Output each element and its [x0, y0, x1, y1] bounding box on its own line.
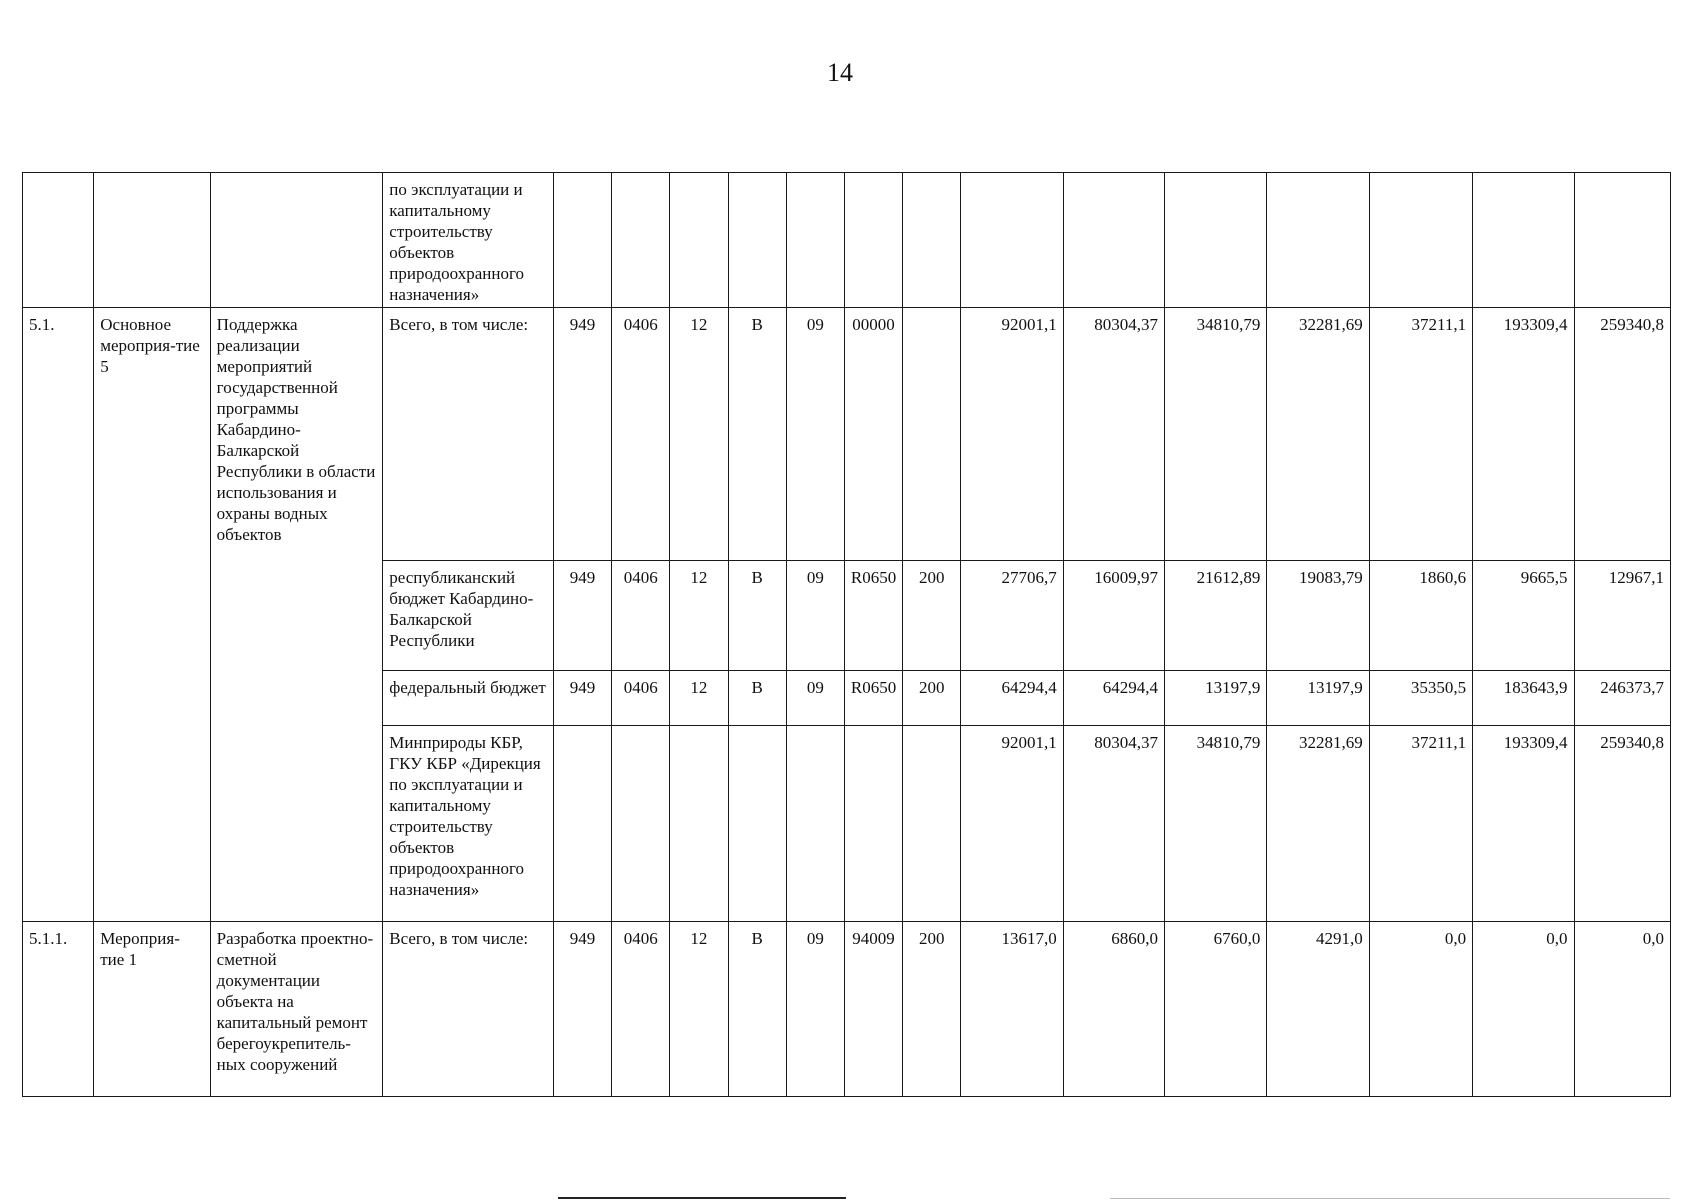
value-cell: 32281,69 — [1267, 308, 1369, 561]
grbs-cell: 949 — [553, 671, 611, 726]
value-cell: 34810,79 — [1165, 726, 1267, 922]
cs-program-cell: 12 — [670, 561, 728, 671]
funding-source-cell: республиканский бюджет Кабардино-Балкарской Республики — [383, 561, 554, 671]
item-type-cell — [94, 173, 210, 308]
cs-subprogram-cell — [728, 726, 786, 922]
footer-rule-faint — [1110, 1198, 1670, 1199]
item-name-cell: Разработка проектно-сметной документации объекта на капитальный ремонт берегоукрепитель-ных сооружений — [210, 922, 383, 1097]
cs-event-cell: 09 — [786, 922, 844, 1097]
cs-program-cell: 12 — [670, 922, 728, 1097]
value-cell: 246373,7 — [1574, 671, 1671, 726]
value-cell — [1574, 173, 1671, 308]
vr-cell: 200 — [903, 922, 961, 1097]
value-cell: 35350,5 — [1369, 671, 1472, 726]
grbs-cell — [553, 173, 611, 308]
value-cell: 64294,4 — [961, 671, 1063, 726]
funding-source-cell: федеральный бюджет — [383, 671, 554, 726]
row-number-cell: 5.1. — [23, 308, 94, 922]
value-cell: 6860,0 — [1063, 922, 1164, 1097]
page-number: 14 — [827, 58, 853, 87]
item-name-cell — [210, 173, 383, 308]
value-cell: 92001,1 — [961, 726, 1063, 922]
cs-program-cell — [670, 173, 728, 308]
value-cell — [1063, 173, 1164, 308]
cs-direction-cell: R0650 — [844, 671, 902, 726]
table-row — [23, 308, 1671, 561]
value-cell: 27706,7 — [961, 561, 1063, 671]
value-cell: 0,0 — [1574, 922, 1671, 1097]
value-cell: 21612,89 — [1165, 561, 1267, 671]
grbs-cell: 949 — [553, 308, 611, 561]
value-cell: 80304,37 — [1063, 726, 1164, 922]
value-cell: 193309,4 — [1473, 308, 1574, 561]
item-type-cell: Основное мероприя-тие 5 — [94, 308, 210, 922]
row-number-cell: 5.1.1. — [23, 922, 94, 1097]
funding-source-cell: по эксплуатации и капитальному строительству объектов природоохранного назначения» — [383, 173, 554, 308]
vr-cell — [903, 173, 961, 308]
value-cell: 6760,0 — [1165, 922, 1267, 1097]
cs-subprogram-cell: В — [728, 671, 786, 726]
value-cell: 13197,9 — [1165, 671, 1267, 726]
value-cell: 13197,9 — [1267, 671, 1369, 726]
rzpr-cell: 0406 — [612, 671, 670, 726]
cs-direction-cell — [844, 173, 902, 308]
cs-event-cell: 09 — [786, 308, 844, 561]
item-type-cell: Мероприя-тие 1 — [94, 922, 210, 1097]
funding-source-cell: Всего, в том числе: — [383, 922, 554, 1097]
cs-direction-cell — [844, 726, 902, 922]
value-cell: 259340,8 — [1574, 726, 1671, 922]
cs-subprogram-cell: В — [728, 922, 786, 1097]
rzpr-cell: 0406 — [612, 922, 670, 1097]
cs-direction-cell: 00000 — [844, 308, 902, 561]
value-cell — [1369, 173, 1472, 308]
value-cell: 34810,79 — [1165, 308, 1267, 561]
table-row — [23, 922, 1671, 1097]
rzpr-cell: 0406 — [612, 308, 670, 561]
cs-program-cell: 12 — [670, 308, 728, 561]
cs-program-cell — [670, 726, 728, 922]
vr-cell — [903, 308, 961, 561]
cs-event-cell — [786, 173, 844, 308]
value-cell — [1165, 173, 1267, 308]
footer-rule — [558, 1197, 846, 1199]
value-cell: 193309,4 — [1473, 726, 1574, 922]
funding-source-cell: Всего, в том числе: — [383, 308, 554, 561]
value-cell: 0,0 — [1473, 922, 1574, 1097]
budget-table — [22, 172, 1671, 1097]
row-number-cell — [23, 173, 94, 308]
value-cell: 64294,4 — [1063, 671, 1164, 726]
value-cell: 12967,1 — [1574, 561, 1671, 671]
value-cell: 1860,6 — [1369, 561, 1472, 671]
value-cell — [1267, 173, 1369, 308]
cs-direction-cell: 94009 — [844, 922, 902, 1097]
cs-direction-cell: R0650 — [844, 561, 902, 671]
rzpr-cell — [612, 726, 670, 922]
value-cell: 13617,0 — [961, 922, 1063, 1097]
value-cell — [1473, 173, 1574, 308]
value-cell: 37211,1 — [1369, 726, 1472, 922]
value-cell: 92001,1 — [961, 308, 1063, 561]
vr-cell: 200 — [903, 671, 961, 726]
value-cell: 37211,1 — [1369, 308, 1472, 561]
grbs-cell: 949 — [553, 922, 611, 1097]
value-cell: 183643,9 — [1473, 671, 1574, 726]
rzpr-cell: 0406 — [612, 561, 670, 671]
grbs-cell: 949 — [553, 561, 611, 671]
vr-cell — [903, 726, 961, 922]
value-cell: 4291,0 — [1267, 922, 1369, 1097]
cs-event-cell: 09 — [786, 671, 844, 726]
value-cell: 9665,5 — [1473, 561, 1574, 671]
grbs-cell — [553, 726, 611, 922]
value-cell: 259340,8 — [1574, 308, 1671, 561]
value-cell: 16009,97 — [1063, 561, 1164, 671]
item-name-cell: Поддержка реализации мероприятий государственной программы Кабардино-Балкарской Республики в области использования и охраны водных объектов — [210, 308, 383, 922]
cs-subprogram-cell: В — [728, 308, 786, 561]
cs-subprogram-cell: В — [728, 561, 786, 671]
vr-cell: 200 — [903, 561, 961, 671]
value-cell: 32281,69 — [1267, 726, 1369, 922]
value-cell — [961, 173, 1063, 308]
cs-event-cell — [786, 726, 844, 922]
value-cell: 0,0 — [1369, 922, 1472, 1097]
rzpr-cell — [612, 173, 670, 308]
funding-source-cell: Минприроды КБР, ГКУ КБР «Дирекция по эксплуатации и капитальному строительству объектов природоохранного назначения» — [383, 726, 554, 922]
value-cell: 19083,79 — [1267, 561, 1369, 671]
value-cell: 80304,37 — [1063, 308, 1164, 561]
cs-subprogram-cell — [728, 173, 786, 308]
cs-program-cell: 12 — [670, 671, 728, 726]
table-row — [23, 173, 1671, 308]
cs-event-cell: 09 — [786, 561, 844, 671]
